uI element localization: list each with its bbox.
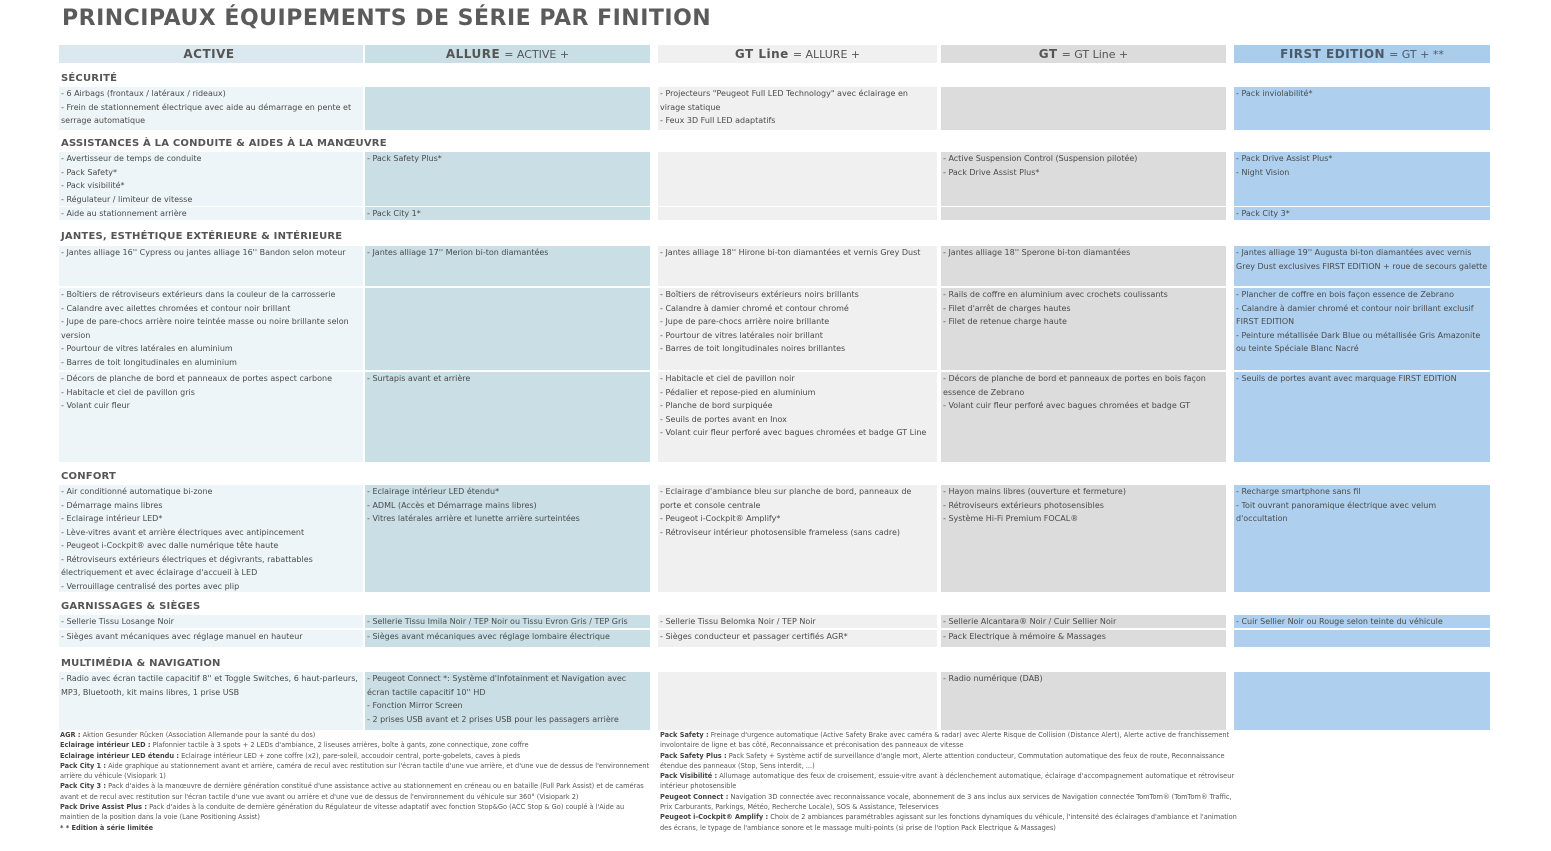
equipment-item: - Sellerie Tissu Losange Noir: [61, 615, 361, 628]
table-cell: [365, 246, 650, 286]
footnote-text: Pack d'aides à la conduite de dernière génération du Régulateur de vitesse adaptatif avec fonction Stop&Go (ACC Stop & Go) couplé à l'Aide au maintien de la position dans la voie (Lane Positioning Assist): [60, 803, 625, 822]
footnote-term: Peugeot i-Cockpit® Amplify :: [660, 813, 769, 822]
footnote-term: Pack Drive Assist Plus :: [60, 803, 147, 812]
table-cell: [1234, 288, 1490, 370]
footnote-term: Pack Visibilité :: [660, 772, 718, 781]
section-title-jantes-esthetique-exterieure-interieure: JANTES, ESTHÉTIQUE EXTÉRIEURE & INTÉRIEURE: [61, 231, 343, 242]
equipment-item: - Projecteurs "Peugeot Full LED Technology" avec éclairage en virage statique: [660, 87, 935, 114]
equipment-item: - Système Hi-Fi Premium FOCAL®: [943, 512, 1224, 526]
table-cell: [941, 672, 1226, 730]
table-cell: [941, 630, 1226, 647]
equipment-item: - Plancher de coffre en bois façon essence de Zebrano: [1236, 288, 1488, 302]
equipment-item: - Jupe de pare-chocs arrière noire brillante: [660, 315, 935, 329]
table-cell: [1234, 485, 1490, 592]
section-title-garnissages-sieges: GARNISSAGES & SIÈGES: [61, 601, 201, 612]
section-title-assistances-a-la-conduite-aides-a-la-man-uvre: ASSISTANCES À LA CONDUITE & AIDES À LA MANŒUVRE: [61, 138, 387, 149]
table-cell: [365, 372, 650, 462]
footnote-text: Choix de 2 ambiances paramétrables agissant sur les fonctions dynamiques du véhicule, l'intensité des éclairages d'ambiance et l'animation des écrans, le typage de l'ambiance sonore et le massage multi-points (si prise de l'option Pack Electrique & Massages): [660, 813, 1237, 832]
equipment-item: - Pack Electrique à mémoire & Massages: [943, 630, 1224, 644]
equipment-item: - Volant cuir fleur: [61, 399, 361, 413]
column-header-first-edition: [1234, 45, 1490, 63]
footnote: [60, 802, 654, 823]
equipment-item: - Pédalier et repose-pied en aluminium: [660, 386, 935, 400]
footnote: [660, 812, 1240, 833]
section-title-confort: CONFORT: [61, 471, 117, 482]
equipment-item: - Recharge smartphone sans fil: [1236, 485, 1488, 499]
table-cell: [1234, 87, 1490, 130]
equipment-item: - Air conditionné automatique bi-zone: [61, 485, 361, 499]
equipment-item: - Verrouillage centralisé des portes avec plip: [61, 580, 361, 593]
footnote: [660, 771, 1240, 792]
footnote-term: * * Edition à série limitée: [60, 823, 154, 832]
equipment-item: - Lève-vitres avant et arrière électriques avec antipincement: [61, 526, 361, 540]
equipment-item: - Eclairage intérieur LED*: [61, 512, 361, 526]
table-cell: [59, 485, 363, 592]
table-cell: [365, 288, 650, 370]
table-cell: [658, 615, 937, 628]
column-name: GT: [1038, 47, 1058, 61]
equipment-item: - Avertisseur de temps de conduite: [61, 152, 361, 166]
equipment-item: - Cuir Sellier Noir ou Rouge selon teinte du véhicule: [1236, 615, 1488, 628]
equipment-item: - Barres de toit longitudinales en aluminium: [61, 356, 361, 370]
equipment-item: - Peugeot i-Cockpit® avec dalle numérique tête haute: [61, 539, 361, 553]
footnote: [60, 740, 654, 750]
table-cell: [59, 288, 363, 370]
equipment-item: - Feux 3D Full LED adaptatifs: [660, 114, 935, 128]
footnote: [60, 761, 654, 782]
page-title: PRINCIPAUX ÉQUIPEMENTS DE SÉRIE PAR FINITION: [62, 6, 712, 31]
equipment-item: - Rétroviseurs extérieurs photosensibles: [943, 499, 1224, 513]
footnotes-right: [660, 730, 1240, 833]
column-name: FIRST EDITION: [1280, 47, 1386, 61]
footnote-term: Eclairage intérieur LED :: [60, 741, 151, 750]
equipment-item: - Pourtour de vitres latérales noir brillant: [660, 329, 935, 343]
table-cell: [59, 207, 363, 220]
table-cell: [365, 672, 650, 730]
equipment-item: - Active Suspension Control (Suspension pilotée): [943, 152, 1224, 166]
equipment-item: - Habitacle et ciel de pavillon gris: [61, 386, 361, 400]
equipment-item: - Volant cuir fleur perforé avec bagues chromées et badge GT Line: [660, 426, 935, 440]
table-cell: [941, 372, 1226, 462]
equipment-item: - Calandre à damier chromé et contour chromé: [660, 302, 935, 316]
equipment-item: - Boîtiers de rétroviseurs extérieurs noirs brillants: [660, 288, 935, 302]
section-title-multimedia-navigation: MULTIMÉDIA & NAVIGATION: [61, 658, 221, 669]
column-suffix: = ALLURE +: [792, 47, 861, 61]
equipment-item: - Décors de planche de bord et panneaux de portes aspect carbone: [61, 372, 361, 386]
equipment-item: - Calandre avec ailettes chromées et contour noir brillant: [61, 302, 361, 316]
equipment-item: - Jupe de pare-chocs arrière noire teintée masse ou noire brillante selon version: [61, 315, 361, 342]
footnote-term: Pack Safety Plus :: [660, 751, 727, 760]
equipment-item: - Pourtour de vitres latérales en aluminium: [61, 342, 361, 356]
column-name: ACTIVE: [183, 47, 235, 61]
equipment-item: - Night Vision: [1236, 166, 1488, 180]
equipment-item: - Seuils de portes avant avec marquage FIRST EDITION: [1236, 372, 1488, 386]
footnote-text: Plafonnier tactile à 3 spots + 2 LEDs d'ambiance, 2 liseuses arrières, boîte à gants, zone connectique, zone coffre: [150, 741, 529, 750]
equipment-item: - Décors de planche de bord et panneaux de portes en bois façon essence de Zebrano: [943, 372, 1224, 399]
table-cell: [1234, 372, 1490, 462]
table-cell: [658, 207, 937, 220]
table-cell: [658, 630, 937, 647]
equipment-item: - Frein de stationnement électrique avec aide au démarrage en pente et serrage automatique: [61, 101, 361, 128]
column-header-gt: [941, 45, 1226, 63]
footnote-term: Peugeot Connect :: [660, 792, 729, 801]
table-cell: [941, 207, 1226, 220]
equipment-item: - Démarrage mains libres: [61, 499, 361, 513]
equipment-item: - Peugeot i-Cockpit® Amplify*: [660, 512, 935, 526]
column-name: GT Line: [734, 47, 789, 61]
table-cell: [365, 615, 650, 628]
footnote-term: Pack Safety :: [660, 731, 709, 739]
section-title-securite: SÉCURITÉ: [61, 73, 118, 84]
table-cell: [59, 152, 363, 206]
equipment-item: - Rails de coffre en aluminium avec crochets coulissants: [943, 288, 1224, 302]
table-cell: [59, 372, 363, 462]
equipment-item: - Pack City 1*: [367, 207, 648, 220]
equipment-item: - Sièges conducteur et passager certifiés AGR*: [660, 630, 935, 644]
equipment-item: - Jantes alliage 16'' Cypress ou jantes alliage 16'' Bandon selon moteur: [61, 246, 361, 260]
footnote: [60, 730, 654, 740]
table-cell: [365, 485, 650, 592]
equipment-item: - Sellerie Tissu Imila Noir / TEP Noir ou Tissu Evron Gris / TEP Gris: [367, 615, 648, 628]
table-cell: [365, 87, 650, 130]
column-suffix: = ACTIVE +: [504, 47, 570, 61]
equipment-item: - Planche de bord surpiquée: [660, 399, 935, 413]
equipment-item: - Régulateur / limiteur de vitesse: [61, 193, 361, 207]
table-cell: [658, 246, 937, 286]
equipment-item: - ADML (Accès et Démarrage mains libres): [367, 499, 648, 513]
equipment-item: - Radio numérique (DAB): [943, 672, 1224, 686]
equipment-item: - Jantes alliage 18'' Sperone bi-ton diamantées: [943, 246, 1224, 260]
table-cell: [658, 372, 937, 462]
equipment-item: - Pack inviolabilité*: [1236, 87, 1488, 101]
equipment-item: - Boîtiers de rétroviseurs extérieurs dans la couleur de la carrosserie: [61, 288, 361, 302]
table-cell: [658, 152, 937, 206]
equipment-item: - Aide au stationnement arrière: [61, 207, 361, 220]
equipment-item: - Volant cuir fleur perforé avec bagues chromées et badge GT: [943, 399, 1224, 413]
table-cell: [1234, 152, 1490, 206]
equipment-item: - Pack Safety Plus*: [367, 152, 648, 166]
equipment-item: - Pack Drive Assist Plus*: [1236, 152, 1488, 166]
table-cell: [658, 87, 937, 130]
equipment-item: - 6 Airbags (frontaux / latéraux / rideaux): [61, 87, 361, 101]
column-suffix: = GT Line +: [1061, 47, 1129, 61]
footnote-text: Allumage automatique des feux de croisement, essuie-vitre avant à déclenchement automatique, éclairage d'accompagnement automatique et rétroviseur intérieur photosensible: [660, 772, 1235, 791]
table-cell: [1234, 672, 1490, 730]
footnote-term: Pack City 1 :: [60, 761, 107, 770]
equipment-item: - Calandre à damier chromé et contour noir brillant exclusif FIRST EDITION: [1236, 302, 1488, 329]
table-cell: [1234, 246, 1490, 286]
equipment-item: - Hayon mains libres (ouverture et fermeture): [943, 485, 1224, 499]
column-header-active: [59, 45, 363, 63]
equipment-item: - Toit ouvrant panoramique électrique avec velum d'occultation: [1236, 499, 1488, 526]
column-header-gt-line: [658, 45, 937, 63]
table-cell: [941, 485, 1226, 592]
equipment-item: - Eclairage intérieur LED étendu*: [367, 485, 648, 499]
table-cell: [658, 672, 937, 730]
equipment-item: - Jantes alliage 18'' Hirone bi-ton diamantées et vernis Grey Dust: [660, 246, 935, 260]
equipment-item: - Surtapis avant et arrière: [367, 372, 648, 386]
table-cell: [1234, 615, 1490, 628]
equipment-item: - Peugeot Connect *: Système d'Infotainment et Navigation avec écran tactile capacitif 10'' HD: [367, 672, 648, 699]
equipment-item: - Sièges avant mécaniques avec réglage manuel en hauteur: [61, 630, 361, 644]
table-cell: [658, 288, 937, 370]
footnote: [660, 730, 1240, 751]
table-cell: [658, 485, 937, 592]
equipment-item: - Jantes alliage 17'' Merion bi-ton diamantées: [367, 246, 648, 260]
footnote-text: Pack d'aides à la manœuvre de dernière génération constitué d'une assistance active au stationnement en créneau ou en bataille (Full Park Assist) et de caméras avant et de recul avec restitution sur l'écran tactile d'une vue avant ou arrière et d'une vue de dessus de l'environnement du véhicule sur 360° (Visiopark 2): [60, 782, 644, 801]
equipment-item: - Pack visibilité*: [61, 179, 361, 193]
table-cell: [941, 246, 1226, 286]
table-cell: [365, 630, 650, 647]
equipment-item: - Sièges avant mécaniques avec réglage lombaire électrique: [367, 630, 648, 644]
footnote-term: Eclairage intérieur LED étendu :: [60, 751, 179, 760]
table-cell: [59, 672, 363, 730]
footnote: [660, 792, 1240, 813]
footnote-text: Aide graphique au stationnement avant et arrière, caméra de recul avec restitution sur l'écran tactile d'une vue arrière, et d'une vue de dessus de l'environnement arrière du véhicule (Visiopark 1): [60, 761, 650, 781]
equipment-item: - Sellerie Alcantara® Noir / Cuir Sellier Noir: [943, 615, 1224, 628]
equipment-item: - Sellerie Tissu Belomka Noir / TEP Noir: [660, 615, 935, 628]
table-cell: [59, 630, 363, 647]
table-cell: [941, 87, 1226, 130]
footnote: [60, 751, 654, 761]
table-cell: [365, 207, 650, 220]
equipment-item: - Habitacle et ciel de pavillon noir: [660, 372, 935, 386]
footnote-text: Navigation 3D connectée avec reconnaissance vocale, abonnement de 3 ans inclus aux services de Navigation connectée TomTom® (TomTom® Traffic, Prix Carburants, Parkings, Météo, Recherche Locale), SOS & Assistance, Teleservices: [660, 792, 1232, 812]
table-cell: [941, 615, 1226, 628]
table-cell: [1234, 207, 1490, 220]
table-cell: [59, 246, 363, 286]
column-name: ALLURE: [445, 47, 501, 61]
equipment-item: - Pack Drive Assist Plus*: [943, 166, 1224, 180]
footnote-text: Freinage d'urgence automatique (Active Safety Brake avec caméra & radar) avec Alerte Risque de Collision (Distance Alert), Alerte active de franchissement involontaire de ligne et bas côté, Reconnaissance et préconisation des panneaux de vitesse: [660, 731, 1230, 750]
table-cell: [941, 152, 1226, 206]
footnote: [660, 751, 1240, 772]
equipment-item: - 2 prises USB avant et 2 prises USB pour les passagers arrière: [367, 713, 648, 727]
equipment-item: - Seuils de portes avant en Inox: [660, 413, 935, 427]
equipment-item: - Jantes alliage 19'' Augusta bi-ton diamantées avec vernis Grey Dust exclusives FIRST EDITION + roue de secours galette: [1236, 246, 1488, 273]
equipment-item: - Peinture métallisée Dark Blue ou métallisée Gris Amazonite ou teinte Spéciale Blanc Nacré: [1236, 329, 1488, 356]
equipment-item: - Rétroviseurs extérieurs électriques et dégivrants, rabattables électriquement et avec éclairage d'accueil à LED: [61, 553, 361, 580]
footnotes-left: [60, 730, 654, 833]
equipment-item: - Fonction Mirror Screen: [367, 699, 648, 713]
footnote-text: Pack Safety + Système actif de surveillance d'angle mort, Alerte attention conducteur, Commutation automatique des feux de route, Reconnaissance étendue des panneaux (Stop, Sens interdit, ...): [660, 751, 1225, 770]
footnote: [60, 823, 654, 833]
table-cell: [365, 152, 650, 206]
equipment-item: - Pack Safety*: [61, 166, 361, 180]
footnote-term: AGR :: [60, 731, 81, 739]
equipment-item: - Eclairage d'ambiance bleu sur planche de bord, panneaux de porte et console centrale: [660, 485, 935, 512]
footnote-text: Aktion Gesunder Rücken (Association Allemande pour la santé du dos): [80, 731, 316, 739]
equipment-item: - Vitres latérales arrière et lunette arrière surteintées: [367, 512, 648, 526]
footnote: [60, 781, 654, 802]
equipment-item: - Filet de retenue charge haute: [943, 315, 1224, 329]
table-cell: [59, 87, 363, 130]
table-cell: [59, 615, 363, 628]
equipment-item: - Filet d'arrêt de charges hautes: [943, 302, 1224, 316]
table-cell: [941, 288, 1226, 370]
equipment-item: - Rétroviseur intérieur photosensible frameless (sans cadre): [660, 526, 935, 540]
footnote-text: Eclairage intérieur LED + zone coffre (x2), pare-soleil, accoudoir central, porte-gobelets, caves à pieds: [179, 751, 521, 760]
footnote-term: Pack City 3 :: [60, 782, 107, 791]
equipment-item: - Radio avec écran tactile capacitif 8'' et Toggle Switches, 6 haut-parleurs, MP3, Bluetooth, kit mains libres, 1 prise USB: [61, 672, 361, 699]
column-header-allure: [365, 45, 650, 63]
equipment-item: - Barres de toit longitudinales noires brillantes: [660, 342, 935, 356]
table-cell: [1234, 630, 1490, 647]
column-suffix: = GT + **: [1389, 47, 1444, 61]
equipment-item: - Pack City 3*: [1236, 207, 1488, 220]
